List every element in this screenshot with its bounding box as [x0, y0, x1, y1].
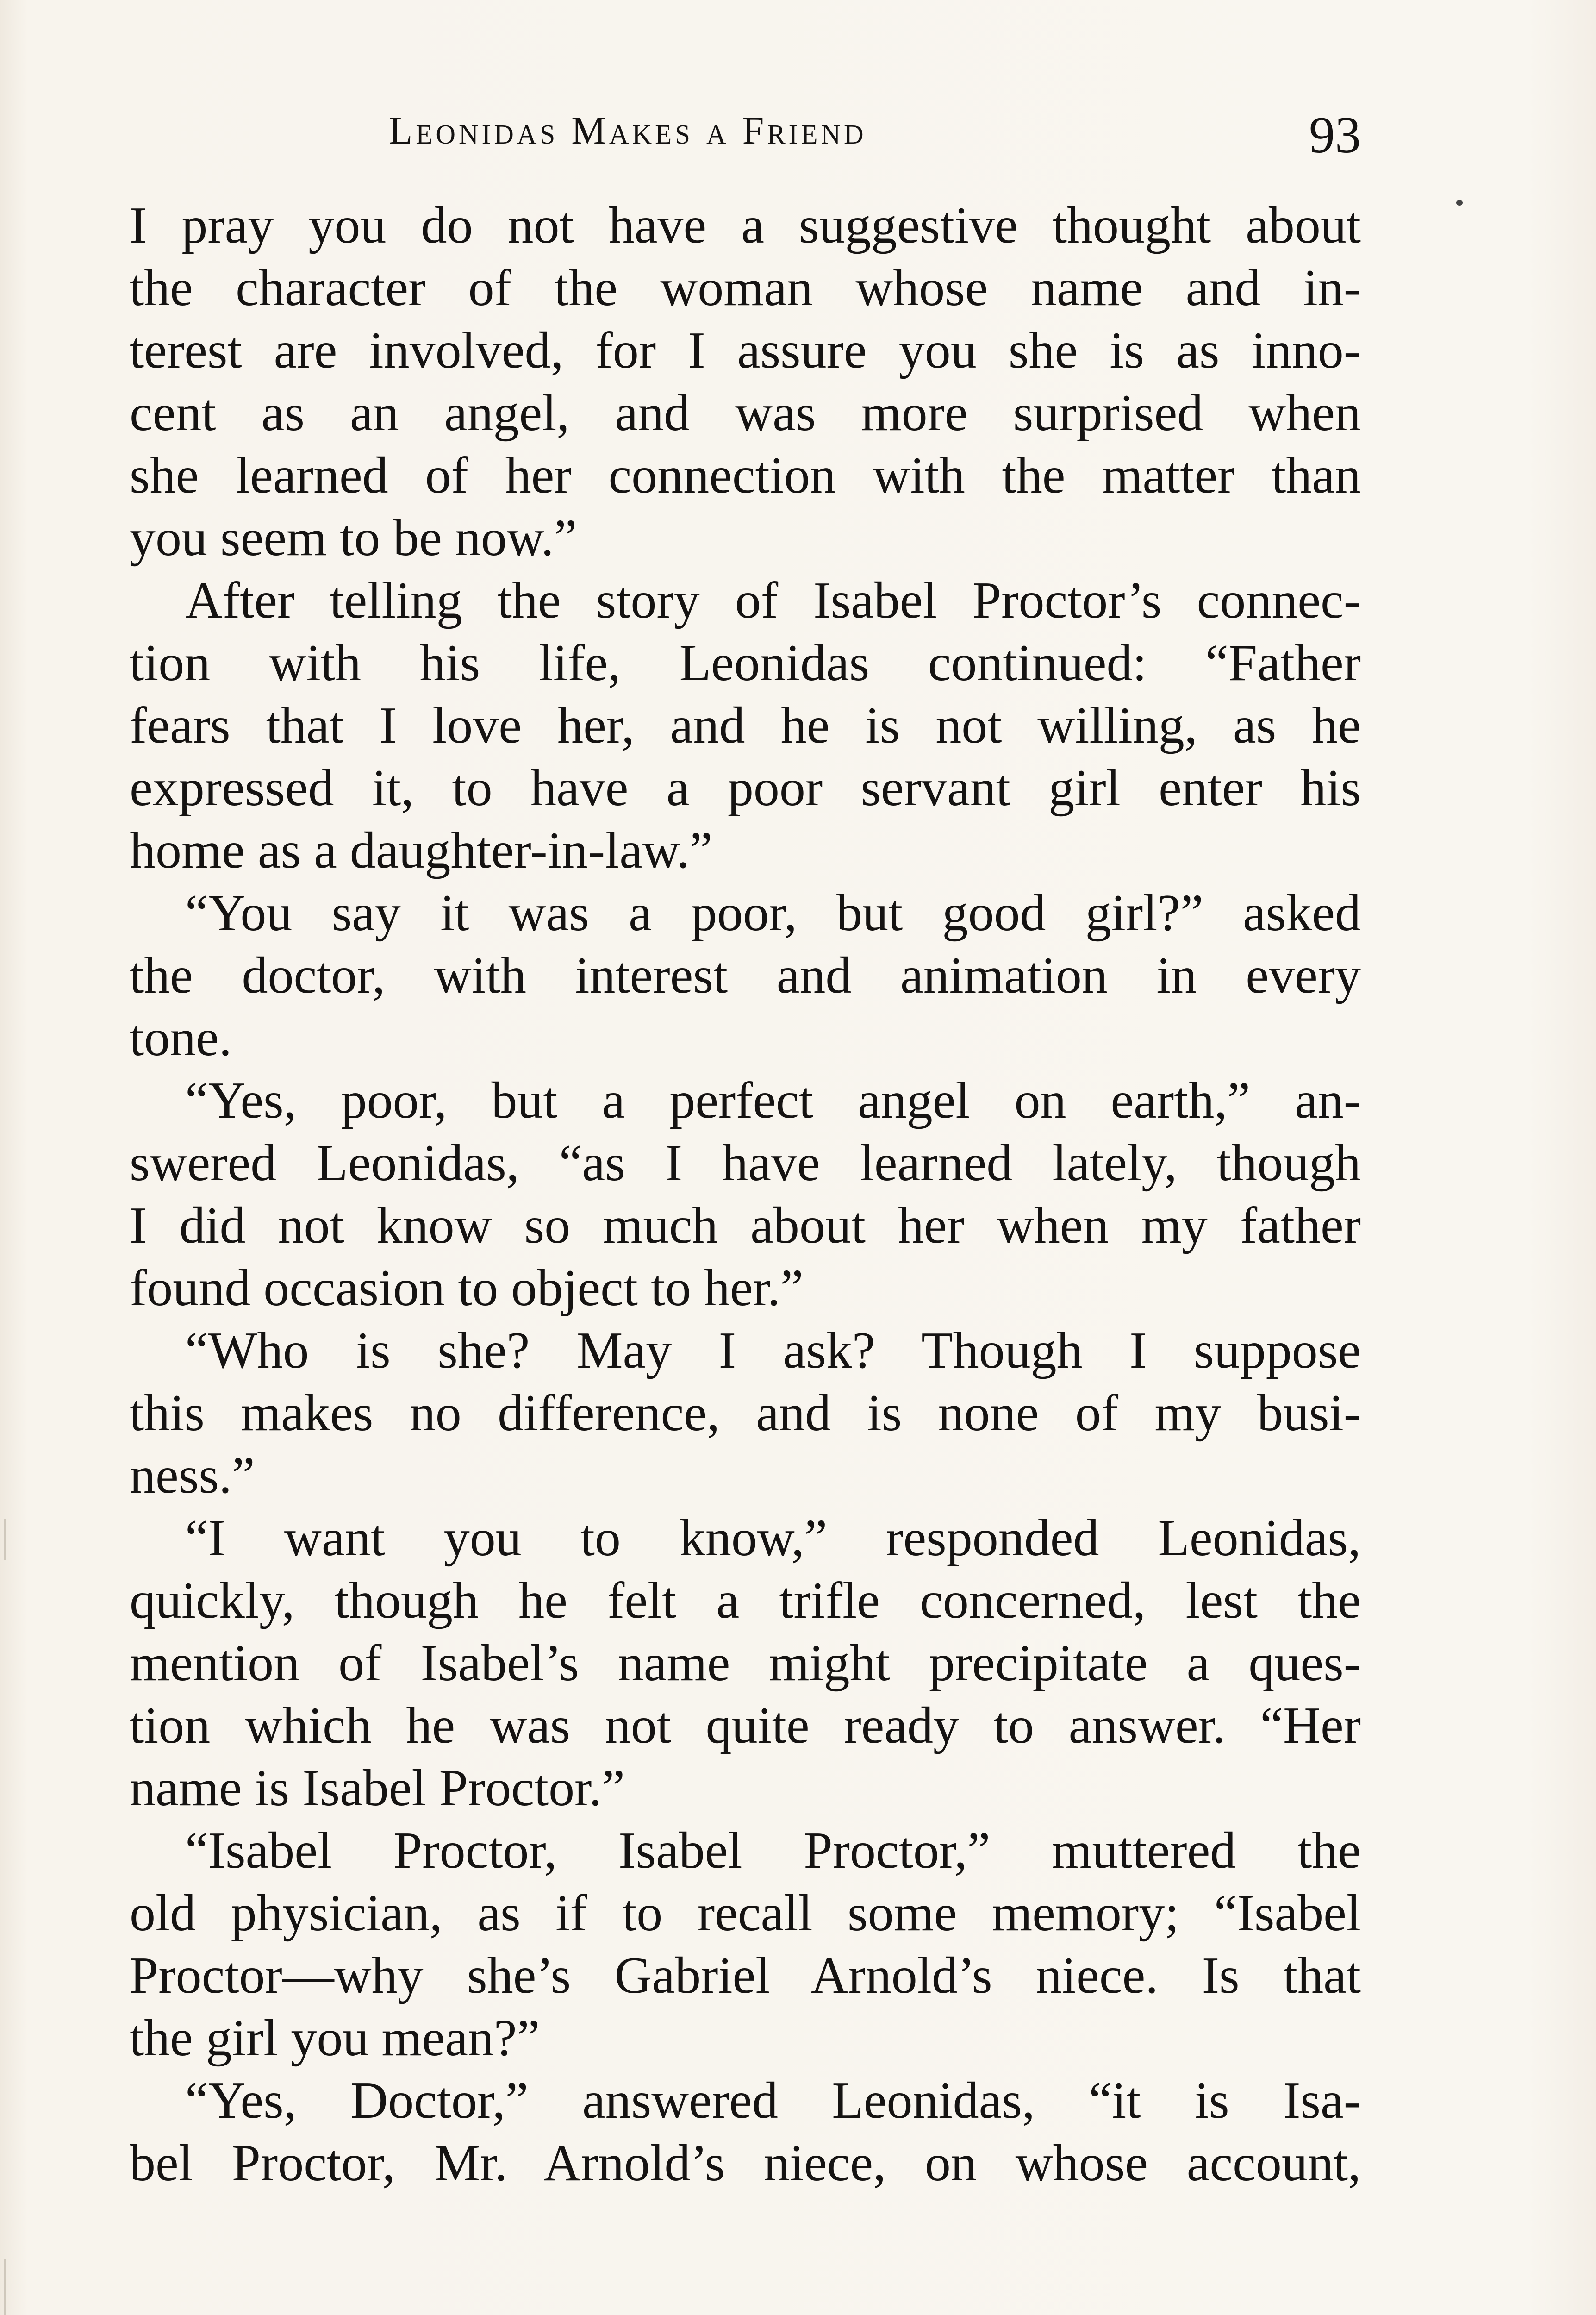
page-number: 93: [1309, 106, 1361, 164]
text-line: tion which he was not quite ready to answer. “Her: [130, 1697, 1361, 1754]
text-line: I pray you do not have a suggestive thought about: [130, 197, 1361, 254]
text-line: “Isabel Proctor, Isabel Proctor,” muttered the: [185, 1822, 1361, 1879]
text-line: I did not know so much about her when my father: [130, 1197, 1361, 1254]
page-edge-mark: [4, 2259, 6, 2315]
text-line: “Yes, poor, but a perfect angel on earth,” an-: [185, 1072, 1361, 1129]
page-edge-mark: [4, 1519, 6, 1560]
text-line: the doctor, with interest and animation in every: [130, 947, 1361, 1004]
text-line: tone.: [130, 1009, 232, 1067]
text-line: she learned of her connection with the matter than: [130, 447, 1361, 504]
text-line: Proctor—why she’s Gabriel Arnold’s niece. Is that: [130, 1947, 1361, 2004]
text-line: bel Proctor, Mr. Arnold’s niece, on whose account,: [130, 2134, 1361, 2192]
text-line: home as a daughter-in-law.”: [130, 822, 713, 879]
text-line: terest are involved, for I assure you she is as inno-: [130, 322, 1361, 379]
text-line: name is Isabel Proctor.”: [130, 1759, 625, 1817]
text-line: “Yes, Doctor,” answered Leonidas, “it is Isa-: [185, 2072, 1361, 2129]
text-line: the girl you mean?”: [130, 2009, 540, 2067]
text-line: the character of the woman whose name and in-: [130, 259, 1361, 317]
text-line: fears that I love her, and he is not willing, as he: [130, 697, 1361, 754]
text-line: “You say it was a poor, but good girl?” asked: [185, 884, 1361, 942]
text-line: After telling the story of Isabel Proctor’s connec-: [185, 572, 1361, 629]
text-line: “I want you to know,” responded Leonidas,: [185, 1509, 1361, 1567]
text-line: quickly, though he felt a trifle concerned, lest the: [130, 1572, 1361, 1629]
text-line: old physician, as if to recall some memory; “Isabel: [130, 1884, 1361, 1942]
text-line: you seem to be now.”: [130, 509, 577, 567]
text-line: tion with his life, Leonidas continued: “Father: [130, 634, 1361, 692]
text-line: found occasion to object to her.”: [130, 1259, 804, 1317]
running-title: Leonidas Makes a Friend: [389, 109, 867, 152]
text-line: expressed it, to have a poor servant girl enter his: [130, 759, 1361, 817]
text-line: ness.”: [130, 1447, 255, 1504]
page-header: [130, 97, 1361, 171]
text-line: cent as an angel, and was more surprised when: [130, 384, 1361, 442]
text-line: this makes no difference, and is none of my busi-: [130, 1384, 1361, 1442]
text-line: mention of Isabel’s name might precipitate a ques-: [130, 1634, 1361, 1692]
ink-speck: [1456, 200, 1463, 206]
text-line: “Who is she? May I ask? Though I suppose: [185, 1322, 1361, 1379]
body-text: [130, 194, 1361, 2195]
text-line: swered Leonidas, “as I have learned lately, though: [130, 1134, 1361, 1192]
